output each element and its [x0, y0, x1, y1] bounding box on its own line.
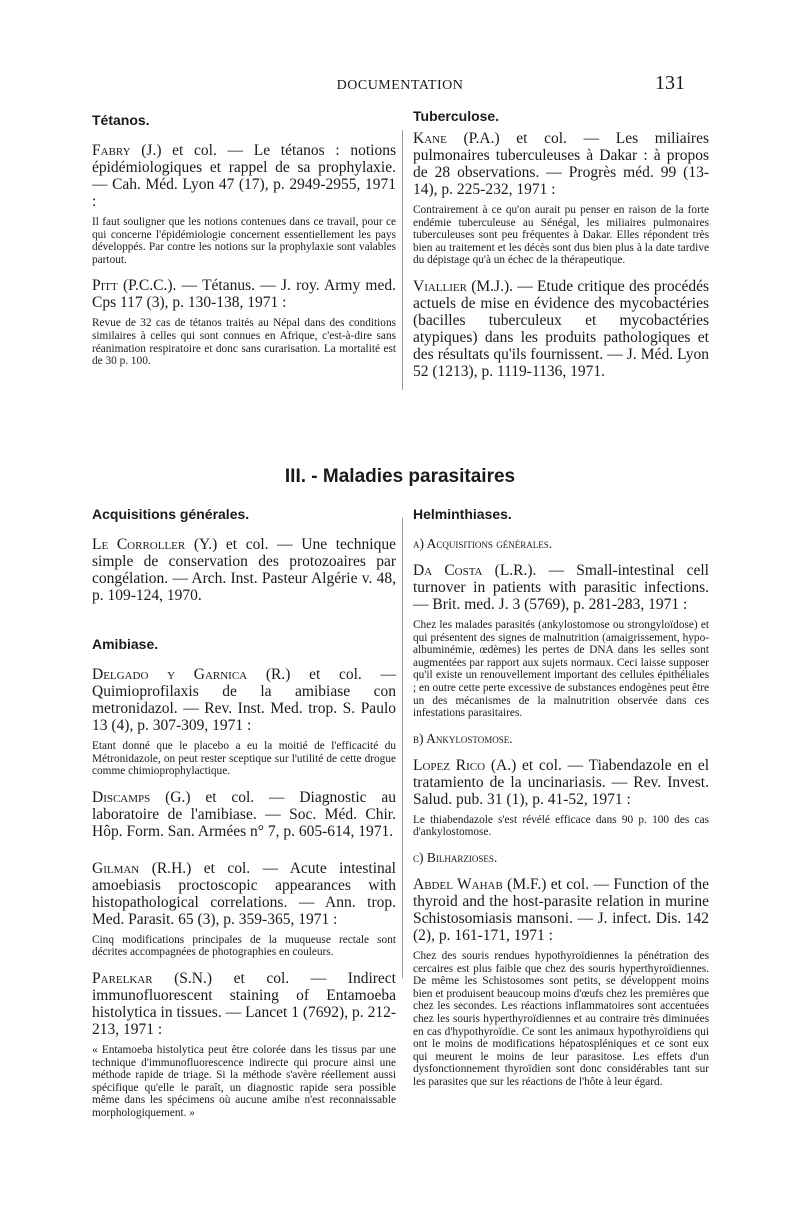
abstract: Cinq modifications principales de la muqueuse rectale sont décrites accompagnées de photographies en couleurs.	[92, 933, 396, 959]
citation	[92, 536, 396, 604]
tetanos-column	[92, 112, 396, 379]
citation-author: Le Corroller	[92, 536, 186, 553]
section-title: III. - Maladies parasitaires	[284, 466, 516, 487]
citation-text: (A.) et col. — Tiabendazole en el tratamiento de la uncinariasis. — Rev. Invest. Salud. pub. 31 (1), p. 41-52, 1971 :	[413, 756, 709, 808]
tuberculose-column	[413, 108, 709, 386]
citation-text: (M.F.) et col. — Function of the thyroid and the host-parasite relation in murine Schistosomiasis mansoni. — J. infect. Dis. 142 (2), p. 161-171, 1971 :	[413, 875, 709, 944]
abstract: Le thiabendazole s'est révélé efficace dans 90 p. 100 des cas d'ankylostomose.	[413, 813, 709, 839]
citation-author: Abdel Wahab	[413, 875, 503, 893]
citation-text: (J.) et col. — Le tétanos : notions épidémiologiques et rappel de sa prophylaxie. — Cah. Méd. Lyon 47 (17), p. 2949-2955, 1971 :	[92, 142, 396, 210]
section-heading: Tuberculose.	[413, 108, 500, 124]
column-divider	[402, 130, 403, 390]
citation-text: (M.J.). — Etude critique des procédés actuels de mise en évidence des mycobactéries (bacilles tuberculeux et mycobactéries atypiques) dans les produits pathologiques et des résultats qu'ils fournissent. — J. Méd. Lyon 52 (1213), p. 1119-1136, 1971.	[413, 277, 709, 380]
parasites-left-column	[92, 506, 396, 1131]
citation-author: Gilman	[92, 859, 140, 877]
citation-author: Kane	[413, 130, 447, 147]
section-heading: Tétanos.	[92, 112, 150, 128]
citation	[413, 562, 709, 613]
citation-text: (R.H.) et col. — Acute intestinal amoebiasis proctoscopic appearances with histopathological correlations. — Ann. trop. Med. Parasit. 65 (3), p. 359-365, 1971 :	[92, 859, 396, 928]
subheading: c) Bilharzioses.	[413, 849, 498, 865]
parasites-right-column	[413, 506, 709, 1099]
page-number: 131	[655, 72, 685, 94]
citation-author: Delgado y Garnica	[92, 666, 248, 683]
section-heading: Amibiase.	[92, 636, 159, 652]
column-divider	[402, 518, 403, 978]
citation-text: (L.R.). — Small-intestinal cell turnover in patients with parasitic infections. — Brit. med. J. 3 (5769), p. 281-283, 1971 :	[413, 562, 709, 613]
citation	[413, 876, 709, 944]
citation-author: Fabry	[92, 142, 131, 159]
citation-text: (P.C.C.). — Tétanus. — J. roy. Army med. Cps 117 (3), p. 130-138, 1971 :	[92, 277, 396, 312]
citation-author: Lopez Rico	[413, 756, 486, 774]
citation	[92, 789, 396, 840]
section-heading: Acquisitions générales.	[92, 506, 250, 522]
citation-text: (S.N.) et col. — Indirect immunofluorescent staining of Entamoeba histolytica in tissues. — Lancet 1 (7692), p. 212-213, 1971 :	[92, 969, 396, 1038]
citation	[92, 142, 396, 210]
citation	[413, 278, 709, 380]
citation	[413, 130, 709, 198]
abstract: Contrairement à ce qu'on aurait pu penser en raison de la forte endémie tuberculeuse au Sénégal, les miliaires pulmonaires tuberculeuses sont peu fréquentes à Dakar. Elles répondent très bien au traitement et les décès sont dus bien plus à la date tardive du dépistage qu'à un échec de la thérapeutique.	[413, 204, 709, 267]
subheading: a) Acquisitions générales.	[413, 536, 553, 551]
citation	[413, 757, 709, 808]
citation-author: Da Costa	[413, 562, 483, 579]
citation	[92, 666, 396, 734]
citation-author: Viallier	[413, 277, 467, 295]
section-heading: Helminthiases.	[413, 506, 512, 522]
citation-text: (G.) et col. — Diagnostic au laboratoire de l'amibiase. — Soc. Méd. Chir. Hôp. Form. San. Armées n° 7, p. 605-614, 1971.	[92, 788, 396, 840]
citation-text: (P.A.) et col. — Les miliaires pulmonaires tuberculeuses à Dakar : à propos de 28 observations. — Progrès méd. 99 (13-14), p. 225-232, 1971 :	[413, 130, 709, 198]
citation	[92, 277, 396, 311]
abstract: Chez les malades parasités (ankylostomose ou strongyloïdose) et qui présentent des signes de malnutrition (amaigrissement, hypo-albuminémie, œdèmes) les pertes de DNA dans les selles sont augmentées par rapport aux sujets normaux. Ceci laisse supposer qu'il existe un renouvellement important des cellules épithéliales ; en outre cette perte excessive de substances endogènes peut être un des mécanismes de la malnutrition observée dans ces infestations parasitaires.	[413, 619, 709, 720]
citation	[92, 970, 396, 1038]
citation-author: Discamps	[92, 788, 151, 806]
abstract: Etant donné que le placebo a eu la moitié de l'efficacité du Métronidazole, on peut rester sceptique sur l'utilité de cette drogue comme chimioprophylactique.	[92, 740, 396, 778]
abstract: « Entamoeba histolytica peut être colorée dans les tissus par une technique d'immunofluorescence indirecte qui procure ainsi une méthode rapide de triage. Si la méthode s'avère réellement aussi spécifique qu'elle le paraît, un diagnostic rapide sera possible même dans les spécimens où aucune amibe n'est reconnaissable morphologiquement. »	[92, 1043, 396, 1119]
running-header: DOCUMENTATION	[336, 78, 464, 93]
abstract: Revue de 32 cas de tétanos traités au Népal dans des conditions similaires à celles qui sont connues en Afrique, c'est-à-dire sans réanimation respiratoire et donc sans curarisation. La mortalité est de 30 p. 100.	[92, 317, 396, 368]
citation-text: (R.) et col. — Quimioprofilaxis de la amibiase con metronidazol. — Rev. Inst. Med. trop. S. Paulo 13 (4), p. 307-309, 1971 :	[92, 666, 396, 734]
citation-author: Pitt	[92, 277, 118, 295]
subheading: b) Ankylostomose.	[413, 730, 513, 746]
abstract: Il faut souligner que les notions contenues dans ce travail, pour ce qui concerne l'épidémiologie concernent essentiellement les pays développés. Par contre les notions sur la prophylaxie sont valables partout.	[92, 216, 396, 266]
citation-author: Parelkar	[92, 969, 153, 987]
abstract: Chez des souris rendues hypothyroïdiennes la pénétration des cercaires est plus faible que chez des souris hyperthyroïdiennes. De même les Schistosomes sont petits, se développent moins bien et produisent beaucoup moins d'œufs chez les premières que chez les secondes. Les réactions inflammatoires sont accentuées chez les souris hyperthyroïdiennes et au contraire très diminuées en cas d'hypothyroïdie. Ce sont les animaux hypothyroïdiens qui ont le moins de modifications hépatospléniques et ce sont eux qui meurent le moins de leur parasitose. Les effets d'un dysfonctionnement thyroïdien sont donc considérables tant sur les parasites que sur les réactions de l'hôte à leur égard.	[413, 949, 709, 1088]
citation	[92, 860, 396, 928]
citation-text: (Y.) et col. — Une technique simple de conservation des protozoaires par congélation. — Arch. Inst. Pasteur Algérie v. 48, p. 109-124, 1970.	[92, 536, 396, 604]
